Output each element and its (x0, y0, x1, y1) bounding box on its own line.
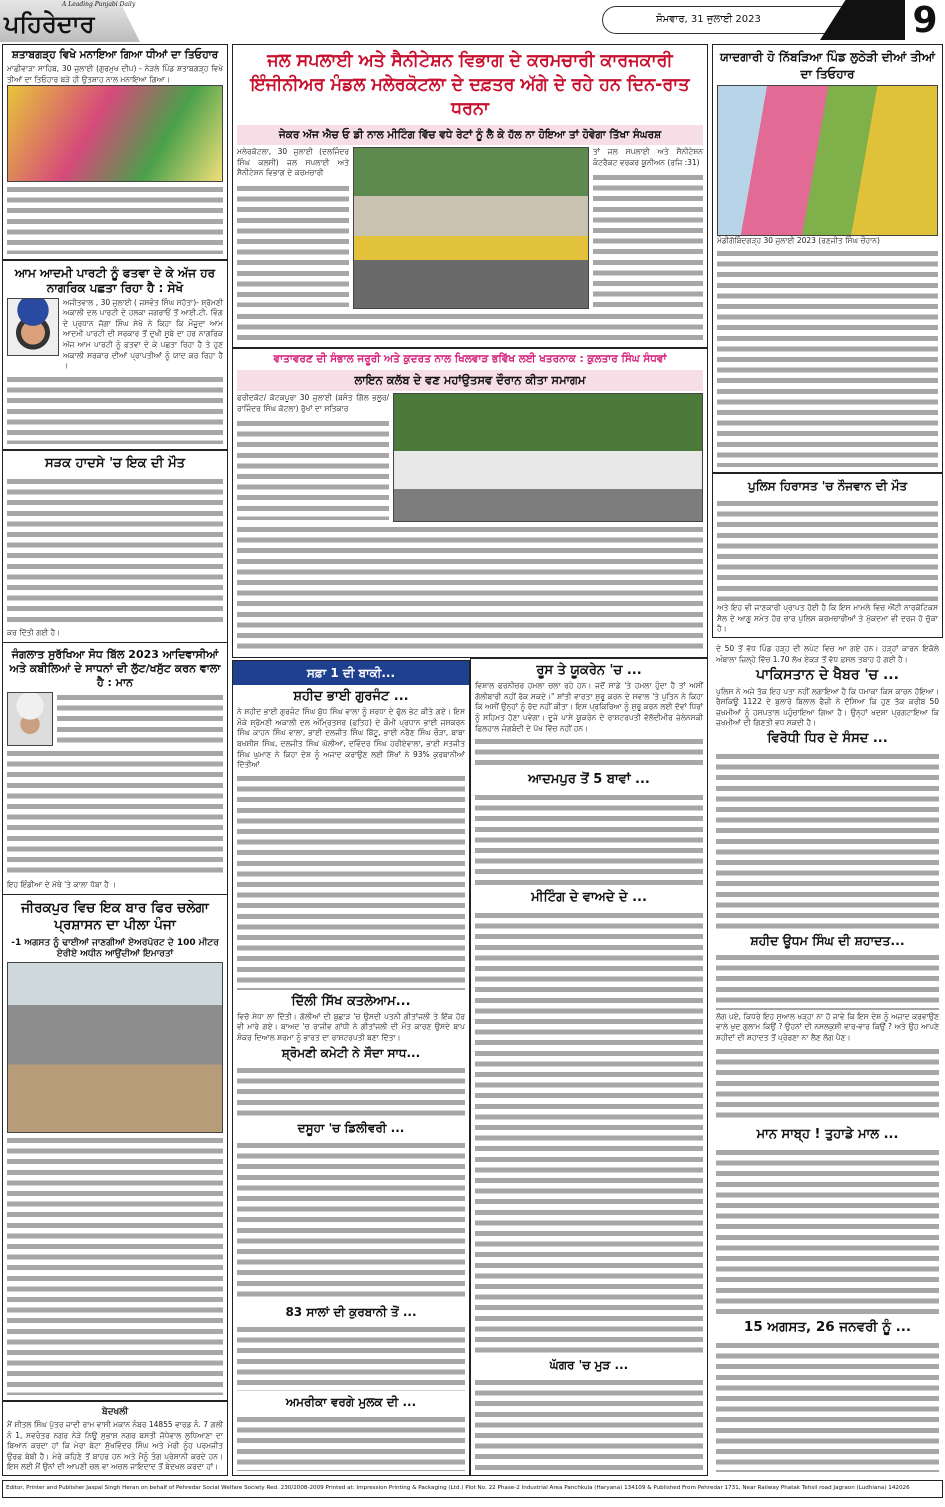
headline-sgpc: ਸ਼੍ਰੋਮਣੀ ਕਮੇਟੀ ਨੇ ਸੌਦਾ ਸਾਧ... (281, 1045, 421, 1060)
headline-delhi-massacre: ਦਿੱਲੀ ਸਿੱਖ ਕਤਲੇਆਮ... (291, 993, 411, 1009)
article-text: ਦੇ 50 ਤੋਂ ਵੱਧ ਪਿੰਡ ਹੜ੍ਹ ਦੀ ਲਪੇਟ ਵਿਚ ਆ ਗਏ ਹਨ। ਹੜ੍ਹਾਂ ਕਾਰਨ ਇਕੱਲੇ ਅੰਬਾਲਾ ਜ਼ਿਲ੍ਹੇ ਵਿੱਚ 1.70 ਲੱਖ ਏਕੜ ਤੋਂ ਵੱਧ ਫ਼ਸਲ ਤਬਾਹ ਹੋ ਗਈ ਹੈ। (716, 644, 939, 664)
article-text-lines (717, 248, 938, 467)
divider (3, 449, 227, 451)
headline-eviction-notice: ਬੇਦਖਲੀ (101, 1406, 129, 1417)
headline-zirakpur: ਜੀਰਕਪੁਰ ਵਿਚ ਇਕ ਬਾਰ ਫਿਰ ਚਲੇਗਾ ਪ੍ਰਸ਼ਾਸਨ ਦਾ ਪੀਲਾ ਪੰਜਾ (21, 900, 209, 934)
article-text: ਵਿਚੋ ਸੇਧਾ ਲਾ ਦਿੱਤੀ। ਗੋਲੀਆਂ ਦੀ ਬੁਛਾੜ 'ਚ ਉਸਦੀ ਪਤਨੀ ਗੀਤਾਂਜਲੀ ਤੇ ਇੱਕ ਹੋਰ ਵੀ ਮਾਰੇ ਗਏ। ਬਾਅਦ 'ਚ ਰਾਜੀਵ ਗਾਂਧੀ ਨੇ ਗੀਤਾਂਜਲੀ ਦੀ ਮੌਤ ਕਾਰਣ ਉਸਦੇ ਬਾਪ ਸ਼ੰਕਰ ਦਿਆਲ ਸ਼ਰਮਾ ਨੂੰ ਭਾਰਤ ਦਾ ਰਾਸ਼ਟਰਪਤੀ ਬਣਾ ਦਿੱਤਾ। (237, 1011, 465, 1043)
article-text-lines (475, 736, 703, 768)
headline-adampur: ਆਦਮਪੁਰ ਤੋਂ 5 ਬਾਵਾਂ ... (528, 772, 650, 788)
article-text: ਅਤੇ ਇਹ ਵੀ ਜਾਣਕਾਰੀ ਪ੍ਰਾਪਤ ਹੋਈ ਹੈ ਕਿ ਇਸ ਮਾਮਲੇ ਵਿਚ ਐਂਟੀ ਨਾਰਕੋਟਿਕਸ ਸੈਲ ਦੇ ਆਗੂ ਸਮੇਤ ਹੋਰ ਚਾਰ ਪੁਲਿਸ ਕਰਮਚਾਰੀਆਂ ਤੇ ਮੁੱਕਦਮਾ ਵੀ ਦਰਜ ਹੋ ਚੁੱਕਾ ਹੈ। (717, 603, 938, 634)
luthedi-teej-photo (717, 85, 938, 236)
mann-portrait (7, 692, 53, 746)
headline-83-years: 83 ਸਾਲਾਂ ਦੀ ਕੁਰਬਾਨੀ ਤੋਂ ... (285, 1305, 417, 1320)
forest-bill-row (7, 692, 223, 746)
article-text-lines (237, 773, 465, 990)
headline-ghaggar: ਘੱਗਰ 'ਚ ਮੁੜ ... (549, 1358, 629, 1373)
article-text-lines (475, 1377, 703, 1471)
lead-headline: ਜਲ ਸਪਲਾਈ ਅਤੇ ਸੈਨੀਟੇਸ਼ਨ ਵਿਭਾਗ ਦੇ ਕਰਮਚਾਰੀ ਕਾਰਜਕਾਰੀ ਇੰਜੀਨੀਅਰ ਮੰਡਲ ਮਲੇਰਕੋਟਲਾ ਦੇ ਦਫ਼ਤਰ ਅੱਗੇ ਦੇ ਰਹੇ ਹਨ ਦਿਨ-ਰਾਤ ਧਰਨਾ (250, 51, 690, 119)
article-text: ਲੱਗ ਪਏ, ਕਿਧਰੇ ਇਹ ਸੁਆਲ ਖੜ੍ਹਾ ਨਾ ਹੋ ਜਾਵੇ ਕਿ ਇਸ ਦੇਸ਼ ਨੂੰ ਅਜ਼ਾਦ ਕਰਵਾਉਣ ਵਾਲੇ ਖੁਦ ਗੁਲਾਮ ਕਿਉਂ ? ਉਹਨਾਂ ਦੀ ਨਸਲਕੁਸ਼ੀ ਵਾਰ-ਵਾਰ ਕਿਉਂ ? ਅਤੇ ਉਹ ਆਪਣੇ ਸ਼ਹੀਦਾਂ ਦੀ ਸ਼ਹਾਦਤ ਤੋਂ ਪ੍ਰੇਰਣਾ ਨਾ ਲੈਣ ਲੱਗ ਪੈਣ। (716, 1011, 939, 1042)
continued-column-b (470, 658, 708, 1476)
sanitation-workers-protest-photo (353, 147, 589, 309)
continued-column-a (232, 660, 470, 1476)
article-text-lines (237, 183, 349, 307)
headline-meeting-promise: ਮੀਟਿੰਗ ਦੇ ਵਾਅਦੇ ਦੇ ... (531, 890, 647, 906)
article-text-lines (475, 910, 703, 1354)
article-text-lines (57, 692, 223, 746)
paper-tagline: A Leading Punjabi Daily (62, 1, 136, 8)
article-text: ਮੰਡੀਗੋਬਿੰਦਗੜ੍ਹ 30 ਜੁਲਾਈ 2023 (ਰਣਜੀਤ ਸਿੰਘ ਚੌਹਾਨ) (717, 235, 880, 245)
article-text: ਫਰੀਦਕੋਟ/ ਕੋਟਕਪੂਰਾ 30 ਜੁਲਾਈ (ਬਸੰਤ ਗਿੱਲ ਭਲੂਰ/ਰਾਜਿੰਦਰ ਸਿੰਘ ਕੋਟਲਾ) ਰੁੱਖਾਂ ਦਾ ਸਤਿਕਾਰ (237, 393, 389, 413)
article-text-lines (593, 172, 703, 307)
headline-dasuya-delivery: ਦਸੂਹਾ 'ਚ ਡਿਲੀਵਰੀ ... (297, 1120, 405, 1135)
article-text: ਅਜੀਤਵਾਲ , 30 ਜੁਲਾਈ ( ਜਸਵੰਤ ਸਿੰਘ ਸਹੋਤਾ)- ਸ਼੍ਰੋਮਣੀ ਅਕਾਲੀ ਦਲ ਪਾਰਟੀ ਦੇ ਹਲਕਾ ਜਗਰਾਓਂ ਤੋਂ ਆਈ.ਟੀ. ਵਿੰਗ ਦੇ ਪ੍ਰਧਾਨ ਜੱਗਾ ਸਿੰਘ ਸੇਖੋ ਨੇ ਕਿਹਾ ਕਿ ਮੌਜੂਦਾ ਆਮ ਆਦਮੀ ਪਾਰਟੀ ਦੀ ਸਰਕਾਰ ਤੋਂ ਦੁਖੀ ਸੂਬੇ ਦਾ ਹਰ ਨਾਗਰਿਕ ਅੱਜ ਆਮ ਪਾਰਟੀ ਨੂੰ ਫਤਵਾ ਦੇ ਕੇ ਪਛਤਾ ਰਿਹਾ ਹੈ ਤੇ ਹੁਣ ਅਕਾਲੀ ਸਰਕਾਰ ਦੀਆਂ ਪ੍ਰਾਪਤੀਆਂ ਨੂੰ ਯਾਦ ਕਰ ਰਿਹਾ ਹੈ । (63, 297, 223, 371)
article-text-lines (237, 1065, 465, 1117)
article-text-lines (7, 184, 223, 254)
headline-custody-death: ਪੁਲਿਸ ਹਿਰਾਸਤ 'ਚ ਨੌਜਵਾਨ ਦੀ ਮੌਤ (747, 478, 908, 493)
article-text-lines (716, 1046, 939, 1123)
article-text: ਕਰ ਦਿੱਤੀ ਗਈ ਹੈ। (7, 628, 61, 638)
headline-shatabgarh: ਸ਼ਤਾਬਗੜ੍ਹ ਵਿਖੇ ਮਨਾਇਆ ਗਿਆ ਧੀਆਂ ਦਾ ਤਿਓਹਾਰ (11, 49, 219, 61)
article-text-lines (237, 1140, 465, 1302)
divider (713, 472, 942, 474)
article-text: ਵਿਸ਼ਾਲ ਫਰਨੀਚਰ ਹਮਲਾ ਚਲਾ ਰਹੇ ਹਨ। ਜਦੋਂ ਸਾਡੇ 'ਤੇ ਹਮਲਾ ਹੁੰਦਾ ਹੈ ਤਾਂ ਅਸੀਂ ਗੋਲੀਬਾਰੀ ਨਹੀਂ ਰੋਕ ਸਕਦੇ।" ਸ਼ਾਂਤੀ ਵਾਰਤਾ ਸ਼ੁਰੂ ਕਰਨ ਦੇ ਸਵਾਲ 'ਤੇ ਪੁਤਿਨ ਨੇ ਕਿਹਾ ਕਿ ਅਸੀਂ ਉਨ੍ਹਾਂ ਨੂੰ ਰੱਦ ਨਹੀਂ ਕੀਤਾ। ਇਸ ਪ੍ਰਕਿਰਿਆ ਨੂੰ ਸ਼ੁਰੂ ਕਰਨ ਲਈ ਦੋਵਾਂ ਧਿਰਾਂ ਨੂੰ ਸਹਿਮਤ ਹੋਣਾ ਪਵੇਗਾ। ਦੂਜੇ ਪਾਸੇ ਯੂਕਰੇਨ ਦੇ ਰਾਸ਼ਟਰਪਤੀ ਵੋਲੋਦੀਮੀਰ ਜ਼ੇਲੇਨਸਕੀ ਫਿਲਹਾਲ ਜੰਗਬੰਦੀ ਦੇ ਪੱਖ ਵਿੱਚ ਨਹੀਂ ਹਨ। (475, 681, 703, 733)
headline-15-august: 15 ਅਗਸਤ, 26 ਜਨਵਰੀ ਨੂੰ ... (743, 1318, 912, 1335)
article-text-lines (716, 1147, 939, 1314)
article-text-lines (7, 1135, 223, 1395)
environment-left-text (237, 393, 389, 522)
lead-subhead: ਜੇਕਰ ਅੱਜ ਐਚ ਓ ਡੀ ਨਾਲ ਮੀਟਿੰਗ ਵਿੱਚ ਵਧੇ ਰੇਟਾਂ ਨੂੰ ਲੈ ਕੇ ਹੱਲ ਨਾ ਹੋਇਆ ਤਾਂ ਹੋਵੇਗਾ ਤਿੱਖਾ ਸੰਘਰਸ਼ (237, 125, 703, 145)
sekhon-story-row (7, 298, 223, 372)
page-number: 9 (905, 0, 945, 42)
zirakpur-buildings-photo (7, 962, 223, 1132)
divider (3, 259, 227, 261)
eviction-notice-text: ਮੈਂ ਸ਼ੀਤਲ ਸਿੰਘ ਪੁੱਤਰ ਜਾਦੀ ਰਾਮ ਵਾਸੀ ਮਕਾਨ ਨੰਬਰ 14855 ਵਾਰਡ ਨੰ. 7 ਗਲੀ ਨੰ 1, ਸਵਰੰਤਰ ਨਗਰ ਨੇੜੇ ਨਿਊ ਸੁਭਾਸ਼ ਨਗਰ ਬਸਤੀ ਜੋਧੇਵਾਲ ਲੁਧਿਆਣਾ ਦਾ ਬਿਆਨ ਕਰਦਾ ਹਾਂ ਕਿ ਮੇਰਾ ਬੇਟਾ ਸੁੱਖਵਿੰਦਰ ਸਿੰਘ ਅਤੇ ਮੇਰੀ ਨੂੰਹ ਪਰਮਜੀਤ ਉਰਫ ਬੇਬੀ ਹੈ। ਮੇਰੇ ਕਹਿਣੇ ਤੋਂ ਬਾਹਰ ਹਨ ਅਤੇ ਮੈਨੂੰ ਤੰਗ ਪ੍ਰੇਸ਼ਾਨੀ ਕਰਦੇ ਹਨ। ਇਸ ਲਈ ਮੈਂ ਉਨਾਂ ਦੀ ਆਪਣੀ ਚਲ ਵਾ ਅਚਲ ਜਾਇਦਾਦ ਤੋਂ ਬੇਦਖਲ ਕਰਦਾ ਹਾਂ। (7, 1420, 223, 1472)
center-environment-story (232, 348, 708, 658)
continued-from-page1-banner: ਸਫ਼ਾ 1 ਦੀ ਬਾਕੀ... (233, 661, 469, 685)
right-column (712, 44, 943, 638)
headline-sekhon: ਆਮ ਆਦਮੀ ਪਾਰਟੀ ਨੂੰ ਫਤਵਾ ਦੇ ਕੇ ਅੱਜ ਹਰ ਨਾਗਰਿਕ ਪਛਤਾ ਰਿਹਾ ਹੈ : ਸੇਖੋ (14, 265, 216, 295)
headline-america: ਅਮਰੀਕਾ ਵਰਗੇ ਮੁਲਕ ਦੀ ... (285, 1395, 417, 1410)
headline-road-accident: ਸੜਕ ਹਾਦਸੇ 'ਚ ਇਕ ਦੀ ਮੌਤ (45, 455, 185, 471)
left-column (2, 44, 228, 1476)
footer-imprint: Editor, Printer and Publisher Jaspal Singh Heran on behalf of Pehredar Social Welfare Society Red. 230/2008-2009 Printed at: Impression Printing & Packaging (Ltd.) Plot No. 22 Phase-2 Industrial Area Panchkula (Haryana) 134109 & Published From Pehredar 1731, Near Railway Phatak Tehsil road Jagraon (Ludhiana) 142026 (6, 1485, 910, 1491)
headline-udham-singh: ਸ਼ਹੀਦ ਊਧਮ ਸਿੰਘ ਦੀ ਸ਼ਹਾਦਤ... (750, 932, 905, 948)
article-text-lines (237, 1324, 465, 1391)
article-text-lines (716, 1340, 939, 1472)
lead-left-text (237, 147, 349, 309)
article-text: ਇਹ ਇੰਡੀਆ ਦੇ ਮੱਥੇ 'ਤੇ ਕਾਲਾ ਧੱਬਾ ਹੈ । (7, 880, 117, 890)
article-text: ਤਾਂ ਜਲ ਸਪਲਾਈ ਅਤੇ ਸੈਨੀਟੇਸ਼ਨ ਕੰਟਰੈਕਟ ਵਰਕਰ ਯੂਨੀਅਨ (ਰਜਿ :31) (593, 147, 703, 167)
headline-luthedi-teej: ਯਾਦਗਾਰੀ ਹੋ ਨਿੱਬੜਿਆ ਪਿੰਡ ਲੁਠੇੜੀ ਦੀਆਂ ਤੀਆਂ ਦਾ ਤਿਓਹਾਰ (720, 50, 935, 81)
sekhon-portrait (7, 298, 59, 356)
right-continued-column (712, 642, 943, 1476)
article-text: ਪੁਲਿਸ ਨੇ ਅਜੇ ਤੱਕ ਇਹ ਪਤਾ ਨਹੀਂ ਲਗਾਇਆ ਹੈ ਕਿ ਧਮਾਕਾ ਕਿਸ ਕਾਰਨ ਹੋਇਆ। ਰੈਸਕਿਊ 1122 ਦੇ ਬੁਲਾਰੇ ਬਿਲਾਲ ਫੈਜ਼ੀ ਨੇ ਦੱਸਿਆ ਕਿ ਹੁਣ ਤੱਕ ਕਰੀਬ 50 ਜ਼ਖਮੀਆਂ ਨੂੰ ਹਸਪਤਾਲ ਪਹੁੰਚਾਇਆ ਗਿਆ ਹੈ। ਉਨ੍ਹਾਂ ਖਦਸ਼ਾ ਪ੍ਰਗਟਾਇਆ ਕਿ ਜ਼ਖਮੀਆਂ ਦੀ ਗਿਣਤੀ ਵਧ ਸਕਦੀ ਹੈ। (716, 686, 939, 728)
teej-celebration-photo (7, 85, 223, 181)
headline-opposition-mps: ਵਿਰੋਧੀ ਧਿਰ ਦੇ ਸੰਸਦ ... (767, 731, 888, 747)
article-text-lines (237, 311, 703, 343)
divider (3, 894, 227, 896)
article-text-lines (237, 524, 703, 653)
article-text-lines (716, 952, 939, 1009)
tree-plantation-photo (393, 393, 703, 522)
headline-mann-saab: ਮਾਨ ਸਾਬ੍ਹ ! ਤੁਹਾਡੇ ਮਾਲ ... (756, 1127, 899, 1143)
divider (3, 642, 227, 644)
article-text-lines (7, 374, 223, 444)
article-text-lines (717, 498, 938, 602)
masthead (0, 0, 945, 42)
issue-date: ਸੋਮਵਾਰ, 31 ਜੁਲਾਈ 2023 (656, 14, 761, 25)
environment-subhead: ਲਾਇਨ ਕਲੱਬ ਦੇ ਵਣ ਮਹਾਂਉਤਸਵ ਦੌਰਾਨ ਕੀਤਾ ਸਮਾਗਮ (237, 370, 703, 391)
subhead-zirakpur: -1 ਅਗਸਤ ਨੂੰ ਢਾਈਆਂ ਜਾਣਗੀਆਂ ਏਅਰਪੋਰਟ ਦੇ 100 ਮੀਟਰ ਏਰੀਏ ਅਧੀਨ ਆਉਂਦੀਆਂ ਇਮਾਰਤਾਂ (11, 937, 219, 960)
lead-story-body (237, 147, 703, 309)
environment-story-body (237, 393, 703, 522)
article-text-lines (475, 792, 703, 886)
environment-headline: ਵਾਤਾਵਰਣ ਦੀ ਸੰਭਾਲ ਜਰੂਰੀ ਅਤੇ ਕੁਦਰਤ ਨਾਲ ਖਿਲਵਾੜ ਭਵਿੱਖ ਲਈ ਖਤਰਨਾਕ : ਕੁਲਤਾਰ ਸਿੰਘ ਸੰਧਵਾਂ (273, 353, 667, 365)
article-text-lines (237, 1414, 465, 1471)
article-text: ਮਲੇਰਕੋਟਲਾ, 30 ਜੁਲਾਈ (ਦਲਜਿੰਦਰ ਸਿੰਘ ਕਲਸੀ) ਜਲ ਸਪਲਾਈ ਅਤੇ ਸੈਨੀਟੇਸ਼ਨ ਵਿਭਾਗ ਦੇ ਕਰਮਚਾਰੀ (237, 147, 349, 178)
lead-right-text (593, 147, 703, 309)
headline-russia-ukraine: ਰੂਸ ਤੇ ਯੂਕਰੇਨ 'ਚ ... (536, 663, 642, 678)
article-text-lines (237, 418, 389, 520)
headline-pakistan-khyber: ਪਾਕਿਸਤਾਨ ਦੇ ਖੈਬਰ 'ਚ ... (756, 667, 899, 684)
paper-name-logo: ਪਹਿਰੇਦਾਰ (4, 10, 95, 38)
center-lead-story (232, 44, 708, 348)
divider (3, 1400, 227, 1402)
article-text-lines (7, 476, 223, 626)
article-text-lines (7, 748, 223, 878)
headline-shaheed-gurjant: ਸ਼ਹੀਦ ਭਾਈ ਗੁਰਜੰਟ ... (293, 689, 409, 704)
article-text-lines (716, 751, 939, 928)
article-text: ਨੇ ਸ਼ਹੀਦ ਭਾਈ ਗੁਰਜੰਟ ਸਿੰਘ ਬੁੱਧ ਸਿੰਘ ਵਾਲਾ ਨੂੰ ਸ਼ਰਧਾ ਦੇ ਫੁੱਲ ਭੇਟ ਕੀਤੇ ਗਏ। ਇਸ ਮੌਕੇ ਸ਼੍ਰੋਮਣੀ ਅਕਾਲੀ ਦਲ ਅੰਮ੍ਰਿਤਸਰ (ਫਤਿਹ) ਦੇ ਕੌਮੀ ਪ੍ਰਧਾਨ ਭਾਈ ਜਸਕਰਨ ਸਿੰਘ ਕਾਹਨ ਸਿੰਘ ਵਾਲਾ, ਭਾਈ ਦਲਜੀਤ ਸਿੰਘ ਬਿੱਟੂ, ਭਾਈ ਨਰੈਣ ਸਿੰਘ ਚੌੜਾ, ਬਾਬਾ ਬਖਸ਼ੀਸ਼ ਸਿੰਘ, ਦਲਜੀਤ ਸਿੰਘ ਘੋਲੀਆ, ਦਵਿੰਦਰ ਸਿੰਘ ਹਰੀਏਵਾਲਾ, ਭਾਈ ਸਤਜੀਤ ਸਿੰਘ ਘੁਮਾਣ ਨੇ ਕਿਹਾ ਦੇਸ਼ ਨੂੰ ਅਜਾਦ ਕਰਾਉਣ ਲਈ ਸਿੱਖਾਂ ਨੇ 93% ਕੁਰਬਾਨੀਆਂ ਦਿੱਤੀਆਂ (237, 707, 465, 770)
article-text: ਮਾਛੀਵਾੜਾ ਸਾਹਿਬ, 30 ਜੁਲਾਈ (ਗੁਰਮੁਖ ਦੀਪ) - ਨੇੜਲੇ ਪਿੰਡ ਸ਼ਤਾਬਗੜ੍ਹ ਵਿਖੇ ਤੀਆਂ ਦਾ ਤਿਓਹਾਰ ਬੜੇ ਹੀ ਉਤਸ਼ਾਹ ਨਾਲ ਮਨਾਇਆ ਗਿਆ। (7, 64, 223, 84)
headline-forest-bill: ਜੰਗਲਾਤ ਸੁਰੱਖਿਆ ਸੋਧ ਬਿੱਲ 2023 ਆਦਿਵਾਸੀਆਂ ਅਤੇ ਕਬੀਲਿਆਂ ਦੇ ਸਾਧਨਾਂ ਦੀ ਲੁੱਟ/ਖਸੁੱਟ ਕਰਨ ਵਾਲਾ ਹੈ : ਮਾਨ (9, 648, 221, 689)
